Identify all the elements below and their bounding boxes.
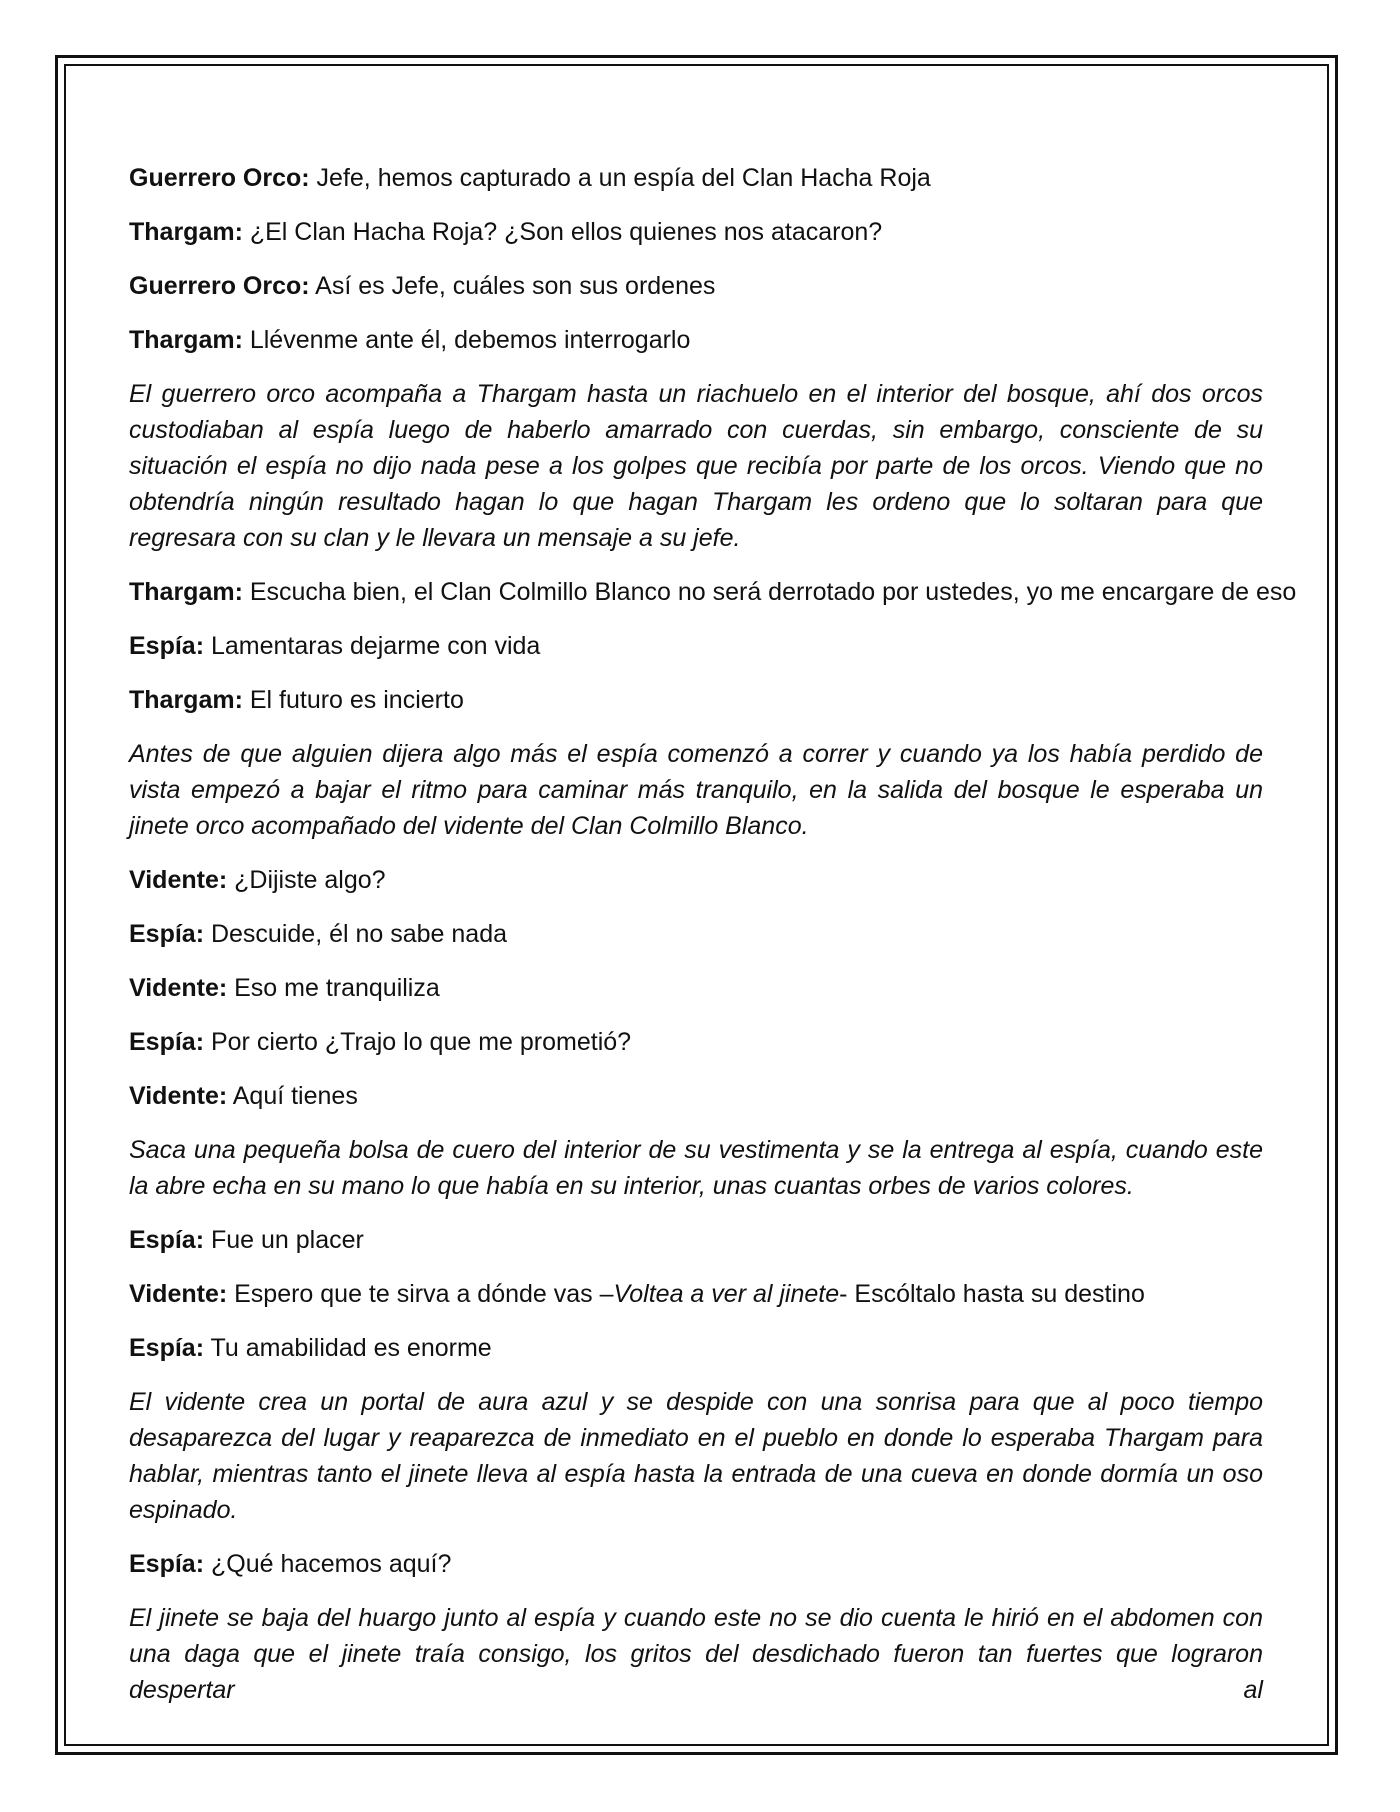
dialogue-line: [129, 1024, 1263, 1060]
dialogue-text: Escucha bien, el Clan Colmillo Blanco no será derrotado por ustedes, yo me encargare de eso: [242, 578, 1297, 606]
speaker-name: Thargam:: [129, 578, 243, 606]
speaker-name: Guerrero Orco:: [129, 272, 310, 300]
speaker-name: Espía:: [129, 920, 205, 948]
dialogue-text: Descuide, él no sabe nada: [204, 920, 508, 948]
speaker-name: Vidente:: [129, 1082, 228, 1110]
speaker-name: Guerrero Orco:: [129, 164, 310, 192]
narration-paragraph: Saca una pequeña bolsa de cuero del interior de su vestimenta y se la entrega al espía, cuando este la abre echa en su mano lo que había en su interior, unas cuantas orbes de varios colores.: [129, 1136, 1263, 1200]
dialogue-line: [129, 682, 1263, 718]
speaker-name: Thargam:: [129, 686, 243, 714]
dialogue-line: [129, 1078, 1263, 1114]
dialogue-line: [129, 628, 1263, 664]
dialogue-text: Jefe, hemos capturado a un espía del Clan Hacha Roja: [309, 164, 931, 192]
dialogue-line: [129, 1276, 1263, 1312]
dialogue-line: [129, 862, 1263, 898]
dialogue-line: [129, 1546, 1263, 1582]
stage-direction: Voltea a ver al jinete: [613, 1280, 840, 1308]
narration-paragraph: El jinete se baja del huargo junto al espía y cuando este no se dio cuenta le hirió en el abdomen con una daga que el jinete traía consigo, los gritos del desdichado fueron tan fuertes que lograron despertar al: [129, 1604, 1263, 1704]
dialogue-line: [129, 916, 1263, 952]
dialogue-text: Lamentaras dejarme con vida: [204, 632, 541, 660]
dialogue-text: Aquí tienes: [227, 1082, 358, 1110]
speaker-name: Espía:: [129, 1334, 205, 1362]
dialogue-text: ¿Dijiste algo?: [227, 866, 386, 894]
dialogue-text: Por cierto ¿Trajo lo que me prometió?: [204, 1028, 632, 1056]
dialogue-line: [129, 1222, 1263, 1258]
dialogue-line: [129, 970, 1263, 1006]
dialogue-line: [129, 574, 1297, 610]
speaker-name: Thargam:: [129, 326, 243, 354]
speaker-name: Vidente:: [129, 1280, 228, 1308]
dialogue-line: [129, 1330, 1263, 1366]
dialogue-text-continued: - Escóltalo hasta su destino: [839, 1280, 1145, 1308]
narration-paragraph: El guerrero orco acompaña a Thargam hasta un riachuelo en el interior del bosque, ahí dos orcos custodiaban al espía luego de haberlo amarrado con cuerdas, sin embargo, consciente de su situación el espía no dijo nada pese a los golpes que recibía por parte de los orcos. Viendo que no obtendría ningún resultado hagan lo que hagan Thargam les ordeno que lo soltaran para que regresara con su clan y le llevara un mensaje a su jefe.: [129, 380, 1263, 552]
dialogue-line: [129, 268, 1263, 304]
dialogue-line: [129, 160, 1263, 196]
script-body: [129, 160, 1297, 1726]
speaker-name: Espía:: [129, 632, 205, 660]
dialogue-line: [129, 214, 1263, 250]
dialogue-text: Tu amabilidad es enorme: [204, 1334, 492, 1362]
speaker-name: Vidente:: [129, 866, 228, 894]
speaker-name: Vidente:: [129, 974, 228, 1002]
dialogue-text: ¿Qué hacemos aquí?: [204, 1550, 452, 1578]
speaker-name: Espía:: [129, 1550, 205, 1578]
speaker-name: Espía:: [129, 1028, 205, 1056]
speaker-name: Espía:: [129, 1226, 205, 1254]
dialogue-text: El futuro es incierto: [242, 686, 464, 714]
dialogue-text: Espero que te sirva a dónde vas –: [227, 1280, 614, 1308]
dialogue-text: ¿El Clan Hacha Roja? ¿Son ellos quienes nos atacaron?: [242, 218, 883, 246]
dialogue-text: Llévenme ante él, debemos interrogarlo: [242, 326, 691, 354]
narration-paragraph: El vidente crea un portal de aura azul y se despide con una sonrisa para que al poco tiempo desaparezca del lugar y reaparezca de inmediato en el pueblo en donde lo esperaba Thargam para hablar, mientras tanto el jinete lleva al espía hasta la entrada de una cueva en donde dormía un oso espinado.: [129, 1388, 1263, 1524]
dialogue-text: Eso me tranquiliza: [227, 974, 440, 1002]
narration-paragraph: Antes de que alguien dijera algo más el espía comenzó a correr y cuando ya los había perdido de vista empezó a bajar el ritmo para caminar más tranquilo, en la salida del bosque le esperaba un jinete orco acompañado del vidente del Clan Colmillo Blanco.: [129, 740, 1263, 840]
dialogue-line: [129, 322, 1263, 358]
dialogue-text: Fue un placer: [204, 1226, 364, 1254]
dialogue-text: Así es Jefe, cuáles son sus ordenes: [309, 272, 716, 300]
speaker-name: Thargam:: [129, 218, 243, 246]
